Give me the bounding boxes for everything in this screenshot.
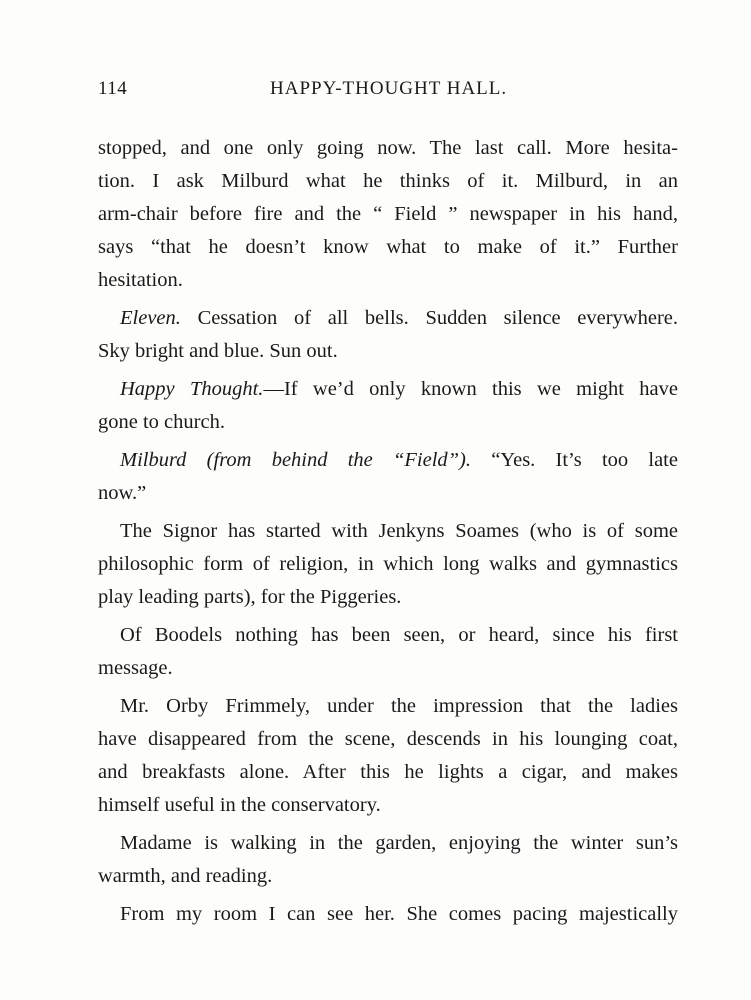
text-line (98, 373, 678, 406)
text-line: warmth, and reading. (98, 865, 273, 887)
paragraph (98, 827, 678, 893)
text-line: From my room I can see her. She comes pacing majestically (120, 903, 678, 925)
text-line: play leading parts), for the Piggeries. (98, 586, 402, 608)
line-rest: “Yes. It’s too late (471, 449, 678, 471)
paragraph (98, 690, 678, 822)
text-line: message. (98, 657, 173, 679)
text-line: Of Boodels nothing has been seen, or heard, since his first (120, 624, 678, 646)
text-line: says “that he doesn’t know what to make of it.” Further (98, 236, 678, 258)
text-line (98, 444, 678, 477)
text-line: Mr. Orby Frimmely, under the impression that the ladies (120, 695, 678, 717)
text-line: himself useful in the conservatory. (98, 794, 381, 816)
line-rest: Cessation of all bells. Sudden silence everywhere. (180, 307, 678, 329)
italic-lead: Milburd (from behind the “Field”). (120, 449, 472, 471)
paragraph (98, 132, 678, 297)
paragraph (98, 515, 678, 614)
text-line: arm-chair before fire and the “ Field ” newspaper in his hand, (98, 203, 678, 225)
paragraph (98, 619, 678, 685)
line-rest: —If we’d only known this we might have (263, 378, 678, 400)
text-line: The Signor has started with Jenkyns Soames (who is of some (120, 520, 678, 542)
italic-lead: Happy Thought. (120, 378, 264, 400)
page-number: 114 (98, 78, 128, 99)
text-line: Sky bright and blue. Sun out. (98, 340, 338, 362)
body-text (98, 132, 678, 931)
paragraph (98, 898, 678, 931)
text-line: tion. I ask Milburd what he thinks of it. Milburd, in an (98, 170, 678, 192)
text-line: and breakfasts alone. After this he lights a cigar, and makes (98, 761, 678, 783)
text-line: Madame is walking in the garden, enjoying the winter sun’s (120, 832, 678, 854)
running-head (98, 78, 678, 104)
text-line: philosophic form of religion, in which long walks and gymnastics (98, 553, 678, 575)
paragraph (98, 373, 678, 439)
paragraph (98, 444, 678, 510)
text-line: hesitation. (98, 269, 183, 291)
italic-lead: Eleven. (120, 307, 181, 329)
text-line: have disappeared from the scene, descends in his lounging coat, (98, 728, 678, 750)
text-line: stopped, and one only going now. The last call. More hesita- (98, 137, 678, 159)
text-line: now.” (98, 482, 147, 504)
paragraph (98, 302, 678, 368)
text-line (98, 302, 678, 335)
text-line: gone to church. (98, 411, 225, 433)
running-title: HAPPY-THOUGHT HALL. (270, 78, 508, 99)
